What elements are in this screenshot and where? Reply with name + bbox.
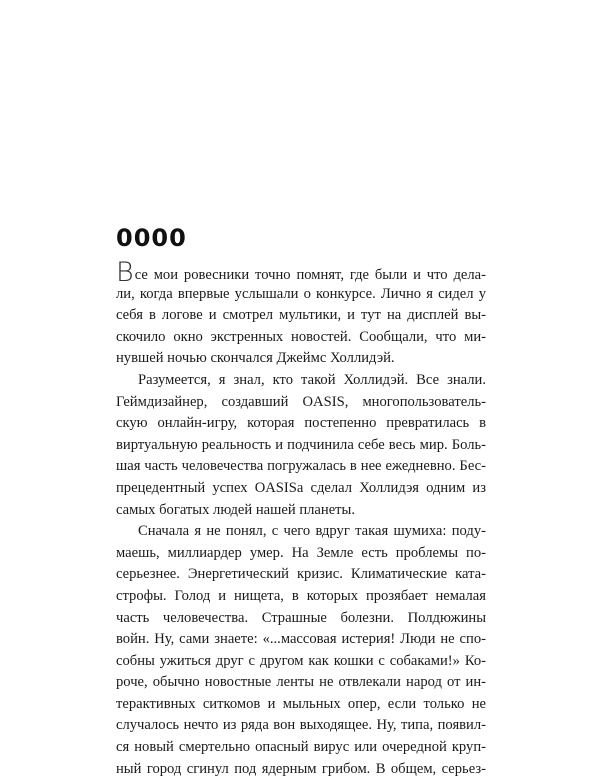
paragraph-line: роче, обычно новостные ленты не отвлекали народ от ин- xyxy=(116,674,486,691)
paragraph-3 xyxy=(116,521,486,780)
paragraph-2 xyxy=(116,370,486,521)
paragraph-1 xyxy=(116,257,486,370)
paragraph-line: серьезнее. Энергетический кризис. Климатические ката- xyxy=(116,566,486,583)
paragraph-line: часть человечества. Страшные болезни. Полдюжины xyxy=(116,609,486,626)
drop-cap: В xyxy=(116,257,134,288)
paragraph-line: терактивных ситкомов и мыльных опер, если только не xyxy=(116,695,486,712)
paragraph-line: войн. Ну, сами знаете: «...массовая истерия! Люди не спо- xyxy=(116,631,486,648)
paragraph-line: собны ужиться друг с другом как кошки с собаками!» Ко- xyxy=(116,652,486,669)
paragraph-line: Разумеется, я знал, кто такой Холлидэй. Все знали. xyxy=(138,371,486,388)
paragraph-line: нувшей ночью скончался Джеймс Холлидэй. xyxy=(116,350,395,367)
body-text xyxy=(116,257,486,780)
paragraph-line: строфы. Голод и нищета, в которых прозябает немалая xyxy=(116,587,486,604)
line-text: се мои ровесники точно помнят, где были и что дела- xyxy=(134,267,486,283)
paragraph-line: Геймдизайнер, создавший OASIS, многопользователь- xyxy=(116,393,486,410)
paragraph-line: самых богатых людей нашей планеты. xyxy=(116,501,356,518)
paragraph-line: случалось нечто из ряда вон выходящее. Ну, типа, появил- xyxy=(116,717,486,734)
paragraph-line: виртуальную реальность и подчинила себе весь мир. Боль- xyxy=(116,436,486,453)
paragraph-line: шая часть человечества погружалась в нее ежедневно. Бес- xyxy=(116,458,486,475)
paragraph-line: маешь, миллиардер умер. На Земле есть проблемы по- xyxy=(116,544,486,561)
paragraph-line: ный город сгинул под ядерным грибом. В общем, серьез- xyxy=(116,760,486,777)
paragraph-line: Сначала я не понял, с чего вдруг такая шумиха: поду- xyxy=(138,523,486,540)
chapter-heading: 0000 xyxy=(116,224,187,252)
paragraph-line: себя в логове и смотрел мультики, и тут на дисплей вы- xyxy=(116,307,486,324)
paragraph-line xyxy=(116,257,486,288)
paragraph-line: ли, когда впервые услышали о конкурсе. Лично я сидел у xyxy=(116,285,486,302)
paragraph-line: прецедентный успех OASISа сделал Холлидэя одним из xyxy=(116,479,486,496)
paragraph-line: ся новый смертельно опасный вирус или очередной круп- xyxy=(116,739,486,756)
paragraph-line: скочило окно экстренных новостей. Сообщали, что ми- xyxy=(116,328,486,345)
paragraph-line: скую онлайн-игру, которая постепенно превратилась в xyxy=(116,415,486,432)
